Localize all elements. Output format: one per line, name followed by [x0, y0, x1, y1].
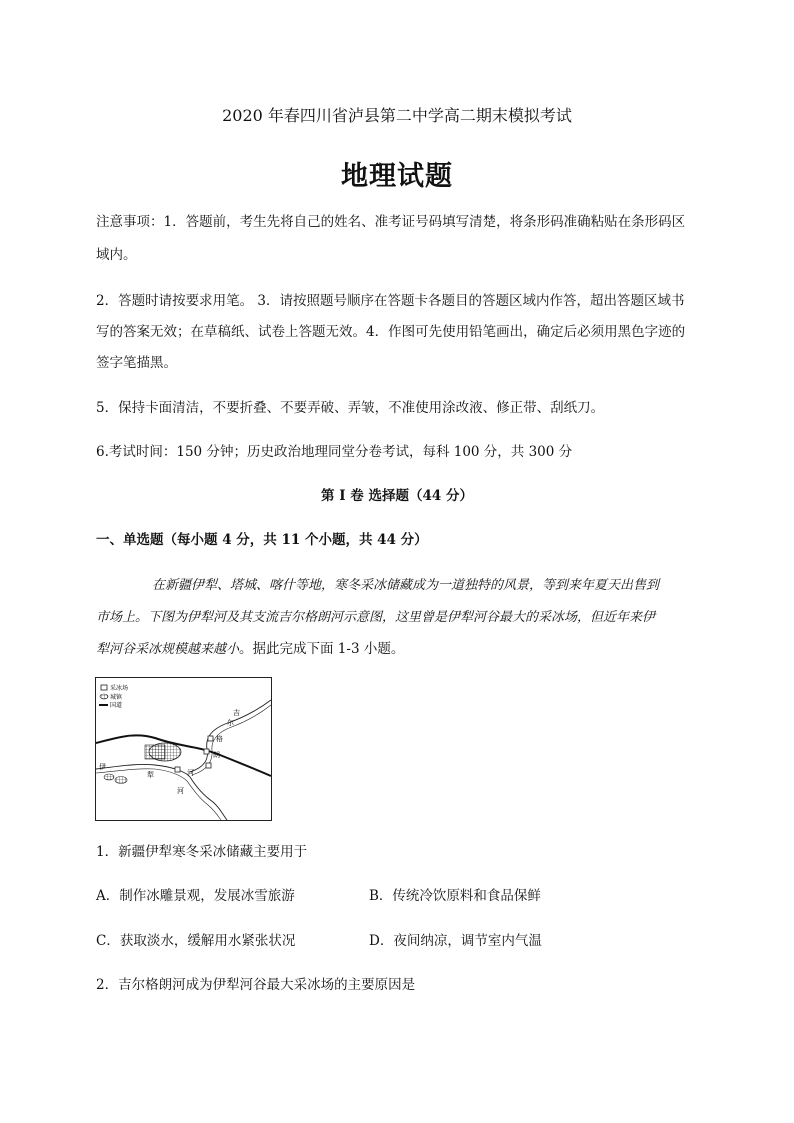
notes-line-3: 2．答题时请按要求用笔。 3．请按照题号顺序在答题卡各题目的答题区域内作答，超出答题区域书	[96, 293, 685, 309]
q1-option-a: A．制作冰雕景观，发展冰雪旅游	[96, 888, 295, 904]
notes-line-6: 5．保持卡面清洁，不要折叠、不要弄破、弄皱，不准使用涂改液、修正带、刮纸刀。	[96, 400, 605, 416]
river-label-ji: 吉	[233, 709, 240, 717]
notes-line-5: 签字笔描黑。	[96, 355, 177, 371]
ice-field-2	[204, 749, 209, 754]
river-label-yi: 伊	[99, 763, 106, 771]
river-label-li: 犁	[147, 771, 154, 779]
ice-field-1	[208, 736, 213, 741]
passage-line-3b: 。据此完成下面 1-3 小题。	[239, 641, 405, 657]
legend-ice-label: 采冰场	[110, 685, 129, 692]
page-title: 地理试题	[341, 161, 453, 192]
passage-line-2: 市场上。下图为伊犁河及其支流吉尔格朗河示意图，这里曾是伊犁河谷最大的采冰场，但近年来伊	[96, 610, 656, 625]
river-label-ge: 格	[216, 735, 223, 743]
section-title: 第 I 卷 选择题（44 分）	[321, 488, 473, 504]
notes-line-7: 6.考试时间：150 分钟；历史政治地理同堂分卷考试，每科 100 分，共 300 分	[96, 444, 573, 460]
section-heading: 一、单选题（每小题 4 分，共 11 个小题，共 44 分）	[96, 532, 428, 548]
legend-road-label: 国道	[110, 702, 123, 709]
notes-line-1: 注意事项：1．答题前，考生先将自己的姓名、准考证号码填写清楚，将条形码准确粘贴在条形码区	[96, 214, 686, 230]
q1-option-b: B．传统冷饮原料和食品保鲜	[369, 888, 541, 904]
river-label-lang: 朗	[213, 751, 220, 759]
river-label-er: 尔	[227, 719, 234, 727]
notes-line-2: 域内。	[96, 247, 137, 263]
legend-town-symbol	[100, 694, 108, 699]
town-west-1	[104, 774, 114, 780]
notes-line-4: 写的答案无效；在草稿纸、试卷上答题无效。4．作图可先使用铅笔画出，确定后必须用黑色字迹的	[96, 324, 686, 340]
ice-field-3	[206, 763, 211, 768]
passage-line-3a: 犁河谷采冰规模越来越小	[96, 642, 240, 657]
river-map	[95, 677, 272, 821]
legend-town-label: 城镇	[110, 694, 123, 701]
ice-field-4	[175, 767, 180, 772]
town-west-2	[115, 777, 127, 784]
exam-subtitle: 2020 年春四川省泸县第二中学高二期末模拟考试	[222, 106, 572, 125]
question-1: 1．新疆伊犁寒冬采冰储藏主要用于	[96, 844, 308, 860]
question-2: 2．吉尔格朗河成为伊犁河谷最大采冰场的主要原因是	[96, 977, 416, 993]
passage-line-3	[96, 637, 404, 657]
passage-line-1: 在新疆伊犁、塔城、喀什等地，寒冬采冰储藏成为一道独特的风景，等到来年夏天出售到	[152, 578, 660, 593]
legend-ice-symbol	[101, 685, 107, 690]
q1-option-d: D．夜间纳凉，调节室内气温	[369, 933, 542, 949]
q1-option-c: C．获取淡水，缓解用水紧张状况	[96, 933, 296, 949]
river-label-he1: 河	[187, 769, 194, 777]
river-label-he2: 河	[177, 787, 184, 795]
